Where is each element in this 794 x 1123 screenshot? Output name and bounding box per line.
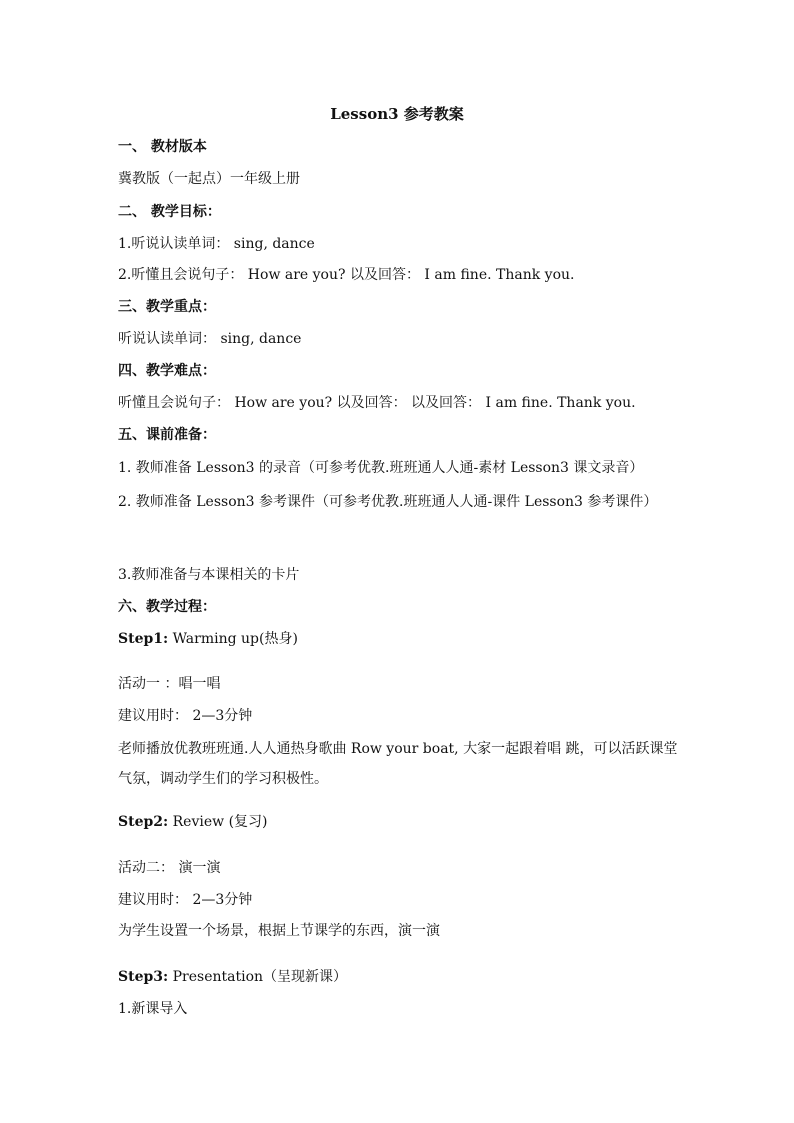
step-3 — [118, 967, 347, 987]
activity-1-description: 老师播放优教班班通.人人通热身歌曲 Row your boat, 大家一起跟着唱 跳，可以活跃课堂气氛，调动学生们的学习积极性。 — [118, 741, 678, 787]
section-2-heading: 二、 教学目标： — [118, 204, 221, 220]
step-2 — [118, 812, 268, 832]
section-3-heading: 三、教学重点： — [118, 299, 216, 315]
section-1-text: 冀教版（一起点）一年级上册 — [118, 171, 300, 187]
activity-2-name: 活动二： 演一演 — [118, 860, 221, 876]
step-3-text: Presentation（呈现新课） — [168, 969, 348, 985]
section-5-heading: 五、课前准备： — [118, 427, 216, 443]
step-2-text: Review (复习) — [168, 814, 268, 830]
section-5-line-1: 1. 教师准备 Lesson3 的录音（可参考优教.班班通人人通-素材 Lesson3 课文录音） — [118, 460, 644, 476]
step-3-label: Step3: — [118, 969, 169, 985]
section-2-line-1: 1.听说认读单词： sing, dance — [118, 236, 315, 252]
activity-1-time: 建议用时： 2—3分钟 — [118, 708, 253, 724]
section-6-heading: 六、教学过程： — [118, 599, 216, 615]
step-1 — [118, 629, 298, 649]
section-1-heading: 一、 教材版本 — [118, 139, 207, 155]
step-3-sub-1: 1.新课导入 — [118, 1001, 188, 1017]
activity-2-time: 建议用时： 2—3分钟 — [118, 892, 253, 908]
activity-2-description: 为学生设置一个场景，根据上节课学的东西，演一演 — [118, 923, 440, 939]
section-5-line-2: 2. 教师准备 Lesson3 参考课件（可参考优教.班班通人人通-课件 Lesson3 参考课件） — [118, 494, 658, 510]
section-4-heading: 四、教学难点： — [118, 363, 216, 379]
step-2-label: Step2: — [118, 814, 169, 830]
step-1-text: Warming up(热身) — [168, 631, 298, 647]
section-3-text: 听说认读单词： sing, dance — [118, 331, 302, 347]
section-5-line-3: 3.教师准备与本课相关的卡片 — [118, 567, 300, 583]
section-2-line-2: 2.听懂且会说句子： How are you? 以及回答： I am fine. Thank you. — [118, 267, 575, 283]
step-1-label: Step1: — [118, 631, 169, 647]
activity-1-name: 活动一 ：唱一唱 — [118, 676, 221, 692]
document-title: Lesson3 参考教案 — [330, 105, 464, 123]
section-4-text: 听懂且会说句子： How are you? 以及回答： 以及回答： I am fine. Thank you. — [118, 395, 636, 411]
